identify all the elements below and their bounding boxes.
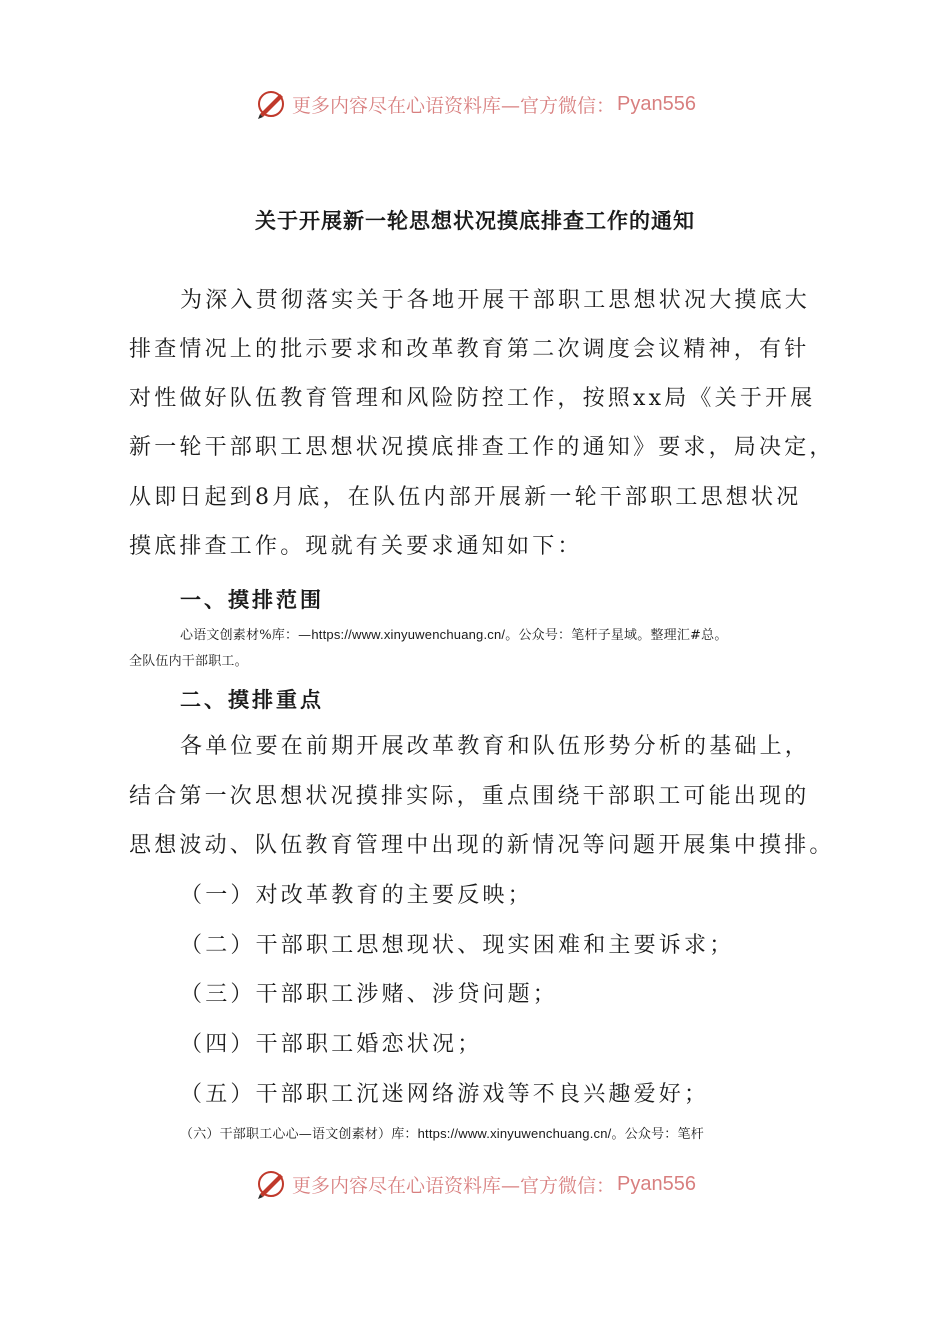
section-heading-scope: 一、摸排范围 <box>180 588 324 612</box>
focus-item: （一）对改革教育的主要反映； <box>180 883 533 908</box>
pen-logo-icon <box>254 1167 288 1201</box>
last-item-prefix: （六）干部职工心心—语文创素材）库： <box>180 1127 418 1142</box>
note-prefix: 心语文创素材%库：— <box>180 628 312 643</box>
pen-logo-icon <box>254 87 288 121</box>
banner-text: 更多内容尽在心语资料库—官方微信： <box>292 94 616 117</box>
focus-item: （二）干部职工思想现状、现实困难和主要诉求； <box>180 933 735 958</box>
section-body-scope: 全队伍内干部职工。 <box>129 654 248 669</box>
focus-item: （四）干部职工婚恋状况； <box>180 1032 483 1057</box>
intro-line: 摸底排查工作。现就有关要求通知如下： <box>129 534 583 559</box>
watermark-note <box>180 624 728 643</box>
focus-body-line: 各单位要在前期开展改革教育和队伍形势分析的基础上， <box>180 734 811 759</box>
last-item-suffix: 。公众号：笔杆 <box>611 1127 704 1142</box>
focus-item: （五）干部职工沉迷网络游戏等不良兴趣爱好； <box>180 1082 710 1107</box>
focus-item-last <box>180 1123 704 1142</box>
banner-text: 更多内容尽在心语资料库—官方微信： <box>292 1174 616 1197</box>
intro-line: 从即日起到8月底，在队伍内部开展新一轮干部职工思想状况 <box>129 485 802 510</box>
section-heading-focus: 二、摸排重点 <box>180 688 324 712</box>
note-suffix: 。公众号：笔杆子星域。整理汇#总。 <box>505 628 728 643</box>
intro-line: 新一轮干部职工思想状况摸底排查工作的通知》要求，局决定， <box>129 435 835 460</box>
intro-line: 对性做好队伍教育管理和风险防控工作，按照xx局《关于开展 <box>129 386 816 411</box>
intro-line: 为深入贯彻落实关于各地开展干部职工思想状况大摸底大 <box>180 288 811 313</box>
focus-body-line: 思想波动、队伍教育管理中出现的新情况等问题开展集中摸排。 <box>129 833 835 858</box>
banner-wechat-id: Pyan556 <box>617 92 696 115</box>
header-watermark-banner <box>0 84 950 124</box>
note-url: https://www.xinyuwenchuang.cn/ <box>311 627 506 642</box>
document-title: 关于开展新一轮思想状况摸底排查工作的通知 <box>255 209 695 233</box>
banner-wechat-id: Pyan556 <box>617 1172 696 1195</box>
last-item-url: https://www.xinyuwenchuang.cn/ <box>417 1126 612 1141</box>
footer-watermark-banner <box>0 1164 950 1204</box>
focus-body-line: 结合第一次思想状况摸排实际，重点围绕干部职工可能出现的 <box>129 784 810 809</box>
intro-line: 排查情况上的批示要求和改革教育第二次调度会议精神，有针 <box>129 337 810 362</box>
focus-item: （三）干部职工涉赌、涉贷问题； <box>180 982 559 1007</box>
